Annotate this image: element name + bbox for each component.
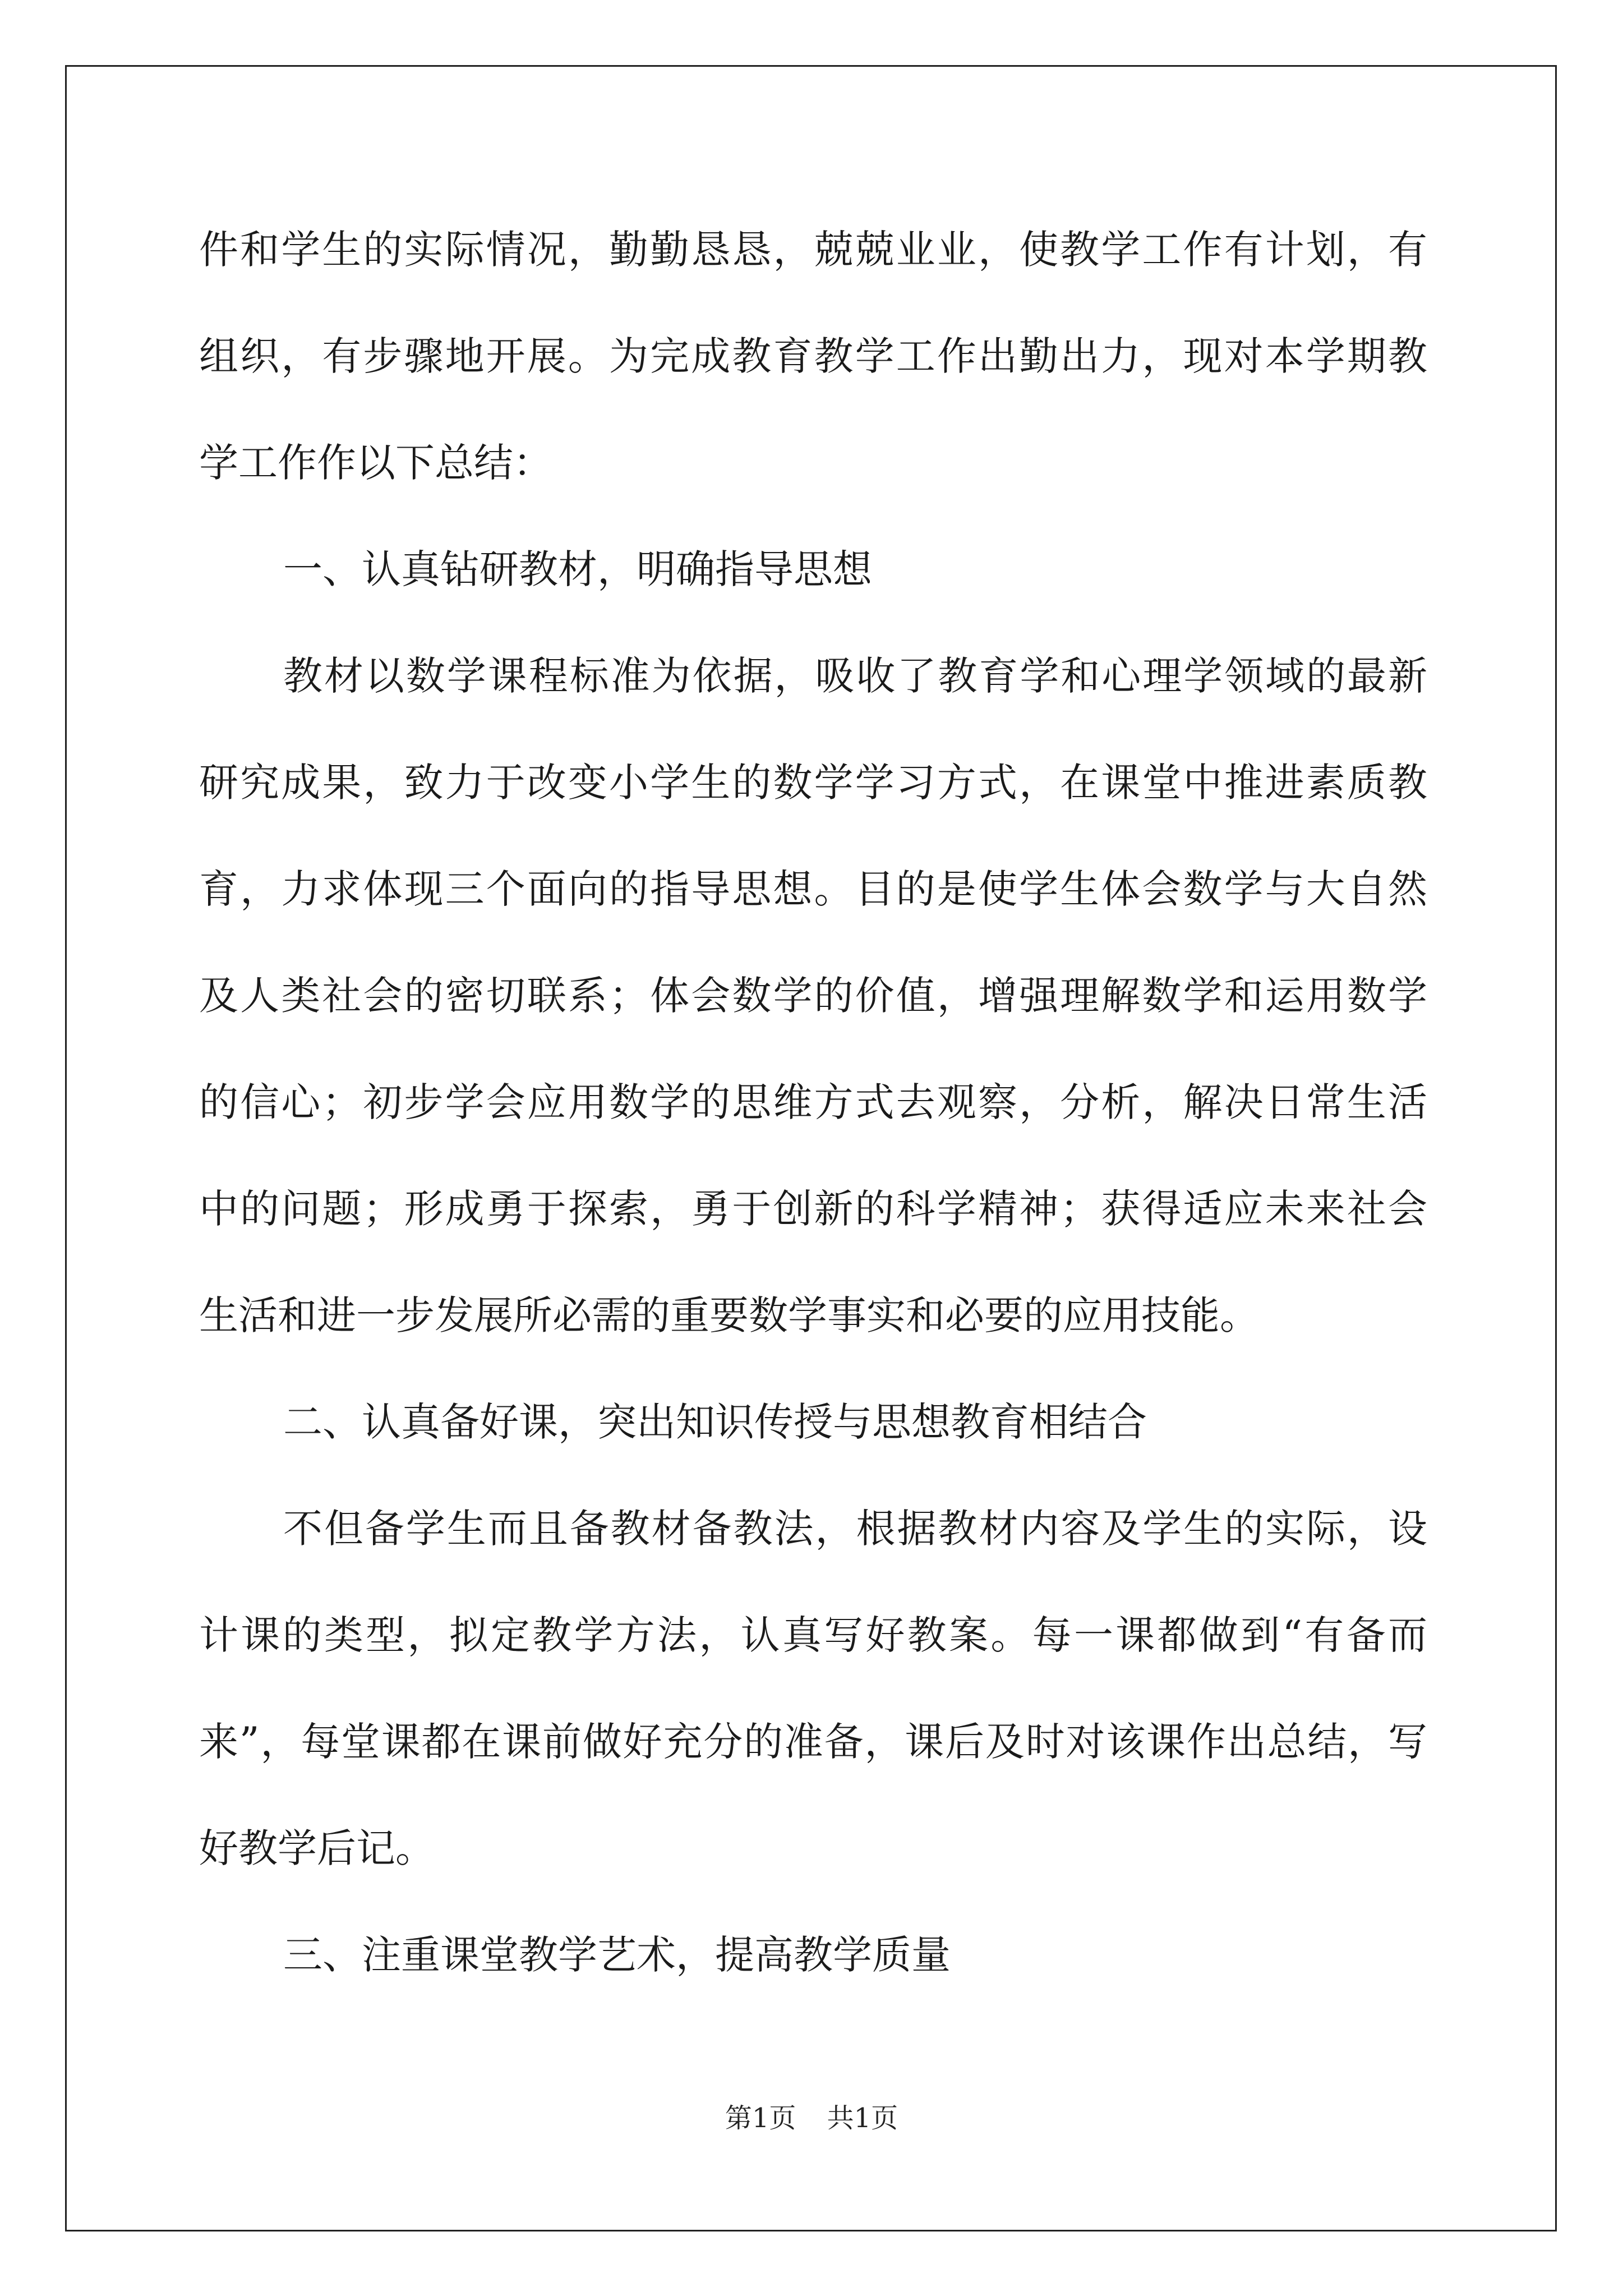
section-heading-1: 一、认真钻研教材，明确指导思想 bbox=[283, 546, 872, 592]
paragraph-line: 好教学后记。 bbox=[199, 1825, 435, 1871]
paragraph-line: 教材以数学课程标准为依据，吸收了教育学和心理学领域的最新 bbox=[283, 653, 1427, 699]
page-footer bbox=[0, 2101, 1623, 2135]
paragraph-line: 的信心；初步学会应用数学的思维方式去观察，分析，解决日常生活 bbox=[199, 1079, 1427, 1125]
paragraph-line: 组织，有步骤地开展。为完成教育教学工作出勤出力，现对本学期教 bbox=[199, 333, 1427, 379]
paragraph-line: 计课的类型，拟定教学方法，认真写好教案。每一课都做到“有备而 bbox=[199, 1612, 1427, 1658]
paragraph-line: 中的问题；形成勇于探索，勇于创新的科学精神；获得适应未来社会 bbox=[199, 1186, 1427, 1232]
paragraph-line: 来”，每堂课都在课前做好充分的准备，课后及时对该课作出总结，写 bbox=[199, 1719, 1427, 1765]
page-border bbox=[65, 65, 1557, 2231]
paragraph-line: 育，力求体现三个面向的指导思想。目的是使学生体会数学与大自然 bbox=[199, 866, 1427, 912]
paragraph-line: 学工作作以下总结： bbox=[199, 440, 552, 486]
paragraph-line: 件和学生的实际情况，勤勤恳恳，兢兢业业，使教学工作有计划，有 bbox=[199, 227, 1427, 273]
paragraph-line: 生活和进一步发展所必需的重要数学事实和必要的应用技能。 bbox=[199, 1292, 1259, 1338]
section-heading-3: 三、注重课堂教学艺术，提高教学质量 bbox=[283, 1932, 951, 1978]
paragraph-line: 及人类社会的密切联系；体会数学的价值，增强理解数学和运用数学 bbox=[199, 973, 1427, 1019]
section-heading-2: 二、认真备好课，突出知识传授与思想教育相结合 bbox=[283, 1399, 1147, 1445]
paragraph-line: 不但备学生而且备教材备教法，根据教材内容及学生的实际，设 bbox=[283, 1506, 1427, 1552]
page-total: 共1页 bbox=[827, 2102, 898, 2134]
page-number: 第1页 bbox=[725, 2102, 796, 2134]
paragraph-line: 研究成果，致力于改变小学生的数学学习方式，在课堂中推进素质教 bbox=[199, 760, 1427, 806]
